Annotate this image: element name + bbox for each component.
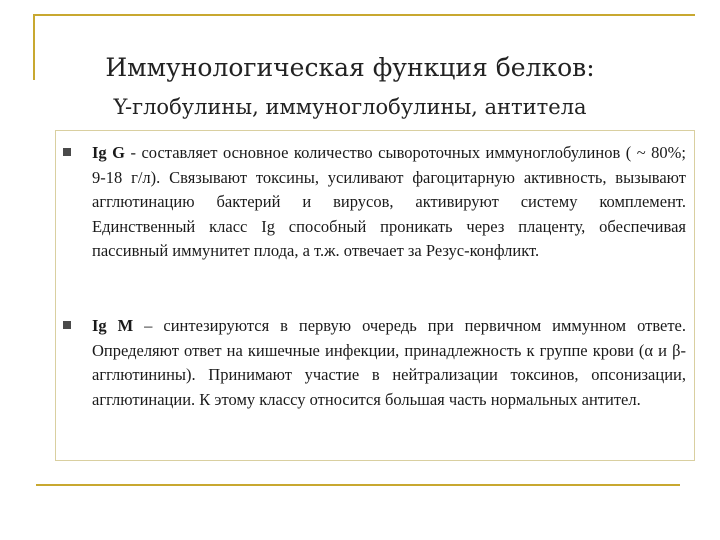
bottom-decorative-line bbox=[36, 484, 680, 486]
description-igm: – синтезируются в первую очередь при первичном иммунном ответе. Определяют ответ на кишечные инфекции, принадлежность к группе крови (α и β-агглютинины). Принимают участие в нейтрализации токсинов, опсонизации, агглютинации. К этому классу относится большая часть нормальных антител. bbox=[92, 316, 686, 409]
description-igg: - составляет основное количество сывороточных иммуноглобулинов ( ~ 80%; 9-18 г/л). Связывают токсины, усиливают фагоцитарную активность, вызывают агглютинацию бактерий и вирусов, активируют систему комплемент. Единственный класс Ig способный проникать через плаценту, обеспечивая пассивный иммунитет плода, а т.ж. отвечает за Резус-конфликт. bbox=[92, 143, 686, 260]
bullet-item-igm bbox=[56, 314, 696, 412]
term-igm: Ig M bbox=[92, 316, 134, 335]
slide-title bbox=[40, 52, 660, 122]
term-igg: Ig G bbox=[92, 143, 125, 162]
title-line-2: Y-глобулины, иммуноглобулины, антитела bbox=[113, 95, 587, 119]
bullet-item-igg bbox=[56, 141, 696, 264]
bullet-text-igm bbox=[92, 314, 686, 412]
square-bullet-icon bbox=[63, 321, 71, 329]
top-decorative-line bbox=[33, 14, 695, 16]
title-line-1: Иммунологическая функция белков: bbox=[105, 53, 595, 82]
bullet-text-igg bbox=[92, 141, 686, 264]
content-box bbox=[55, 130, 695, 461]
left-decorative-line bbox=[33, 14, 35, 80]
square-bullet-icon bbox=[63, 148, 71, 156]
